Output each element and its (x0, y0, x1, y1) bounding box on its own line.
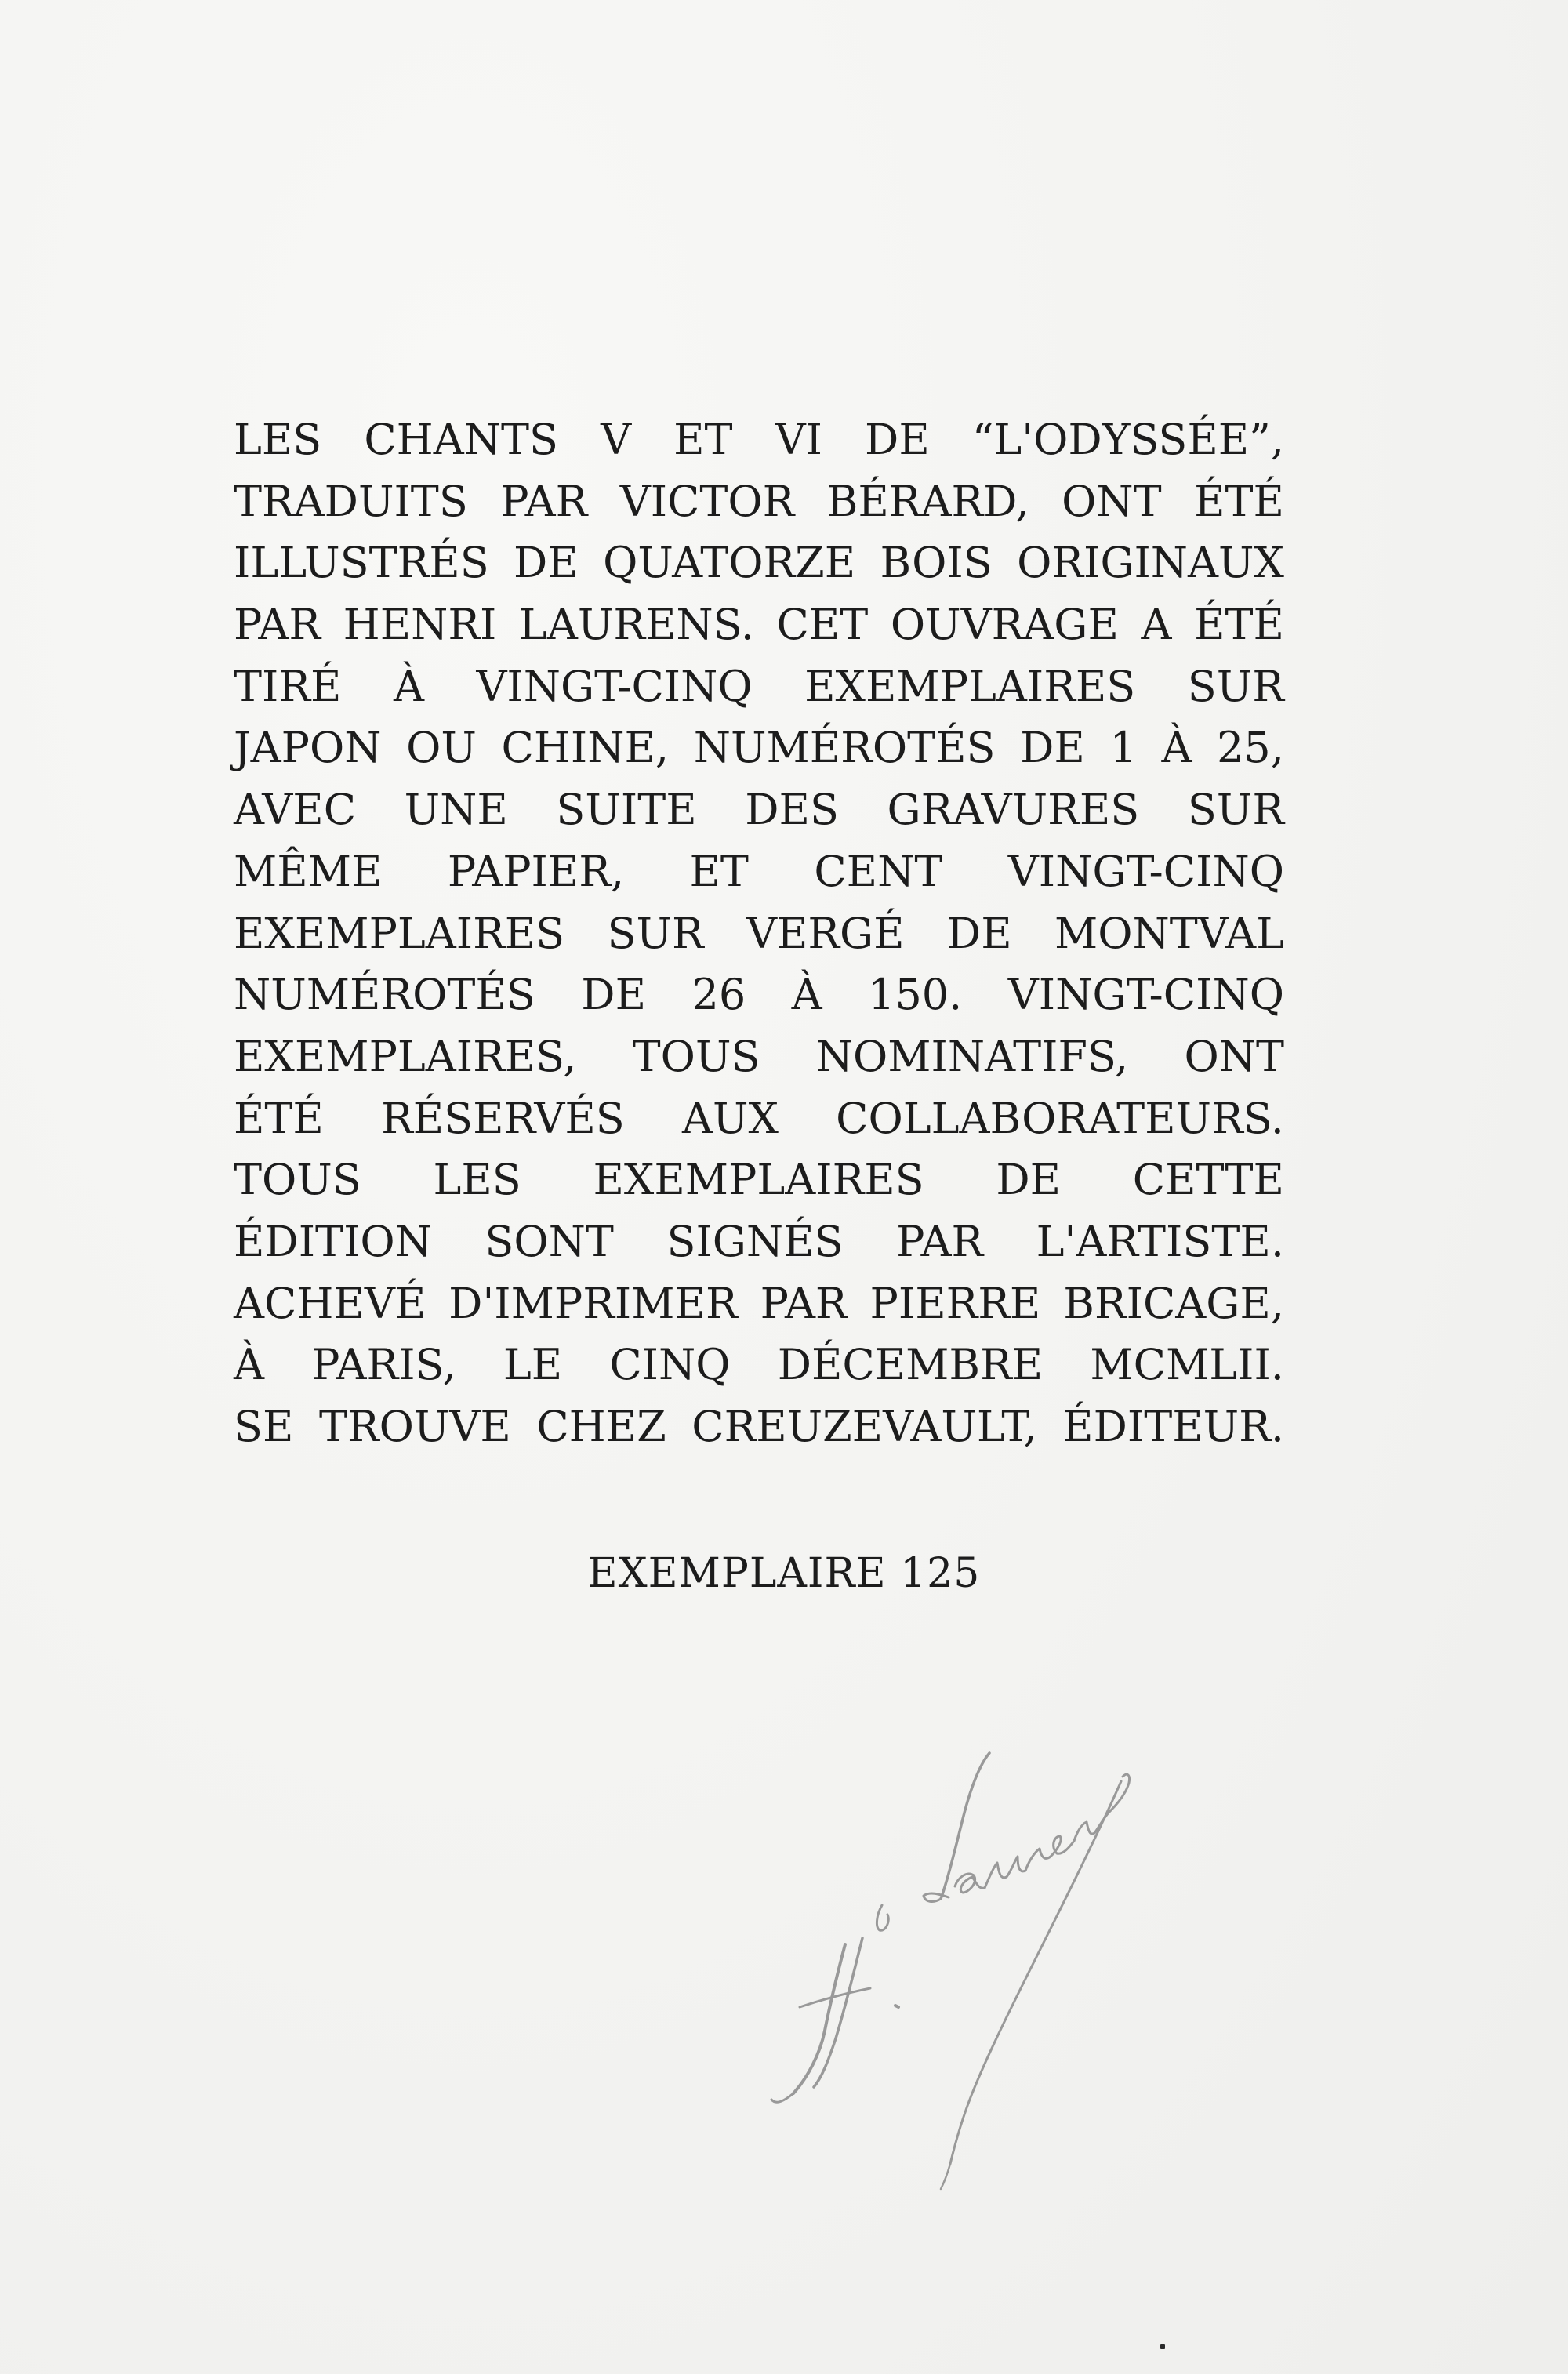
colophon-word: A (1141, 600, 1172, 650)
colophon-word: 1 (1109, 723, 1137, 773)
colophon-line (234, 841, 1284, 903)
colophon-word: PAR (500, 476, 588, 526)
colophon-line (234, 1396, 1284, 1458)
colophon-word: EXEMPLAIRES (234, 908, 565, 958)
colophon-word: CHANTS (364, 415, 559, 464)
colophon-word: 26 (691, 970, 746, 1020)
colophon-word: MCMLII. (1090, 1340, 1284, 1390)
colophon-word: NUMÉROTÉS (234, 970, 535, 1020)
colophon-word: LES (234, 415, 322, 464)
colophon-word: TRADUITS (234, 476, 468, 526)
colophon-word: VINGT-CINQ (1007, 970, 1284, 1020)
corner-mark (1160, 2344, 1165, 2349)
colophon-word: TOUS (234, 1155, 361, 1205)
colophon-word: ÉTÉ (1194, 600, 1284, 650)
colophon-word: CET (776, 600, 869, 650)
colophon-word: OU (406, 723, 477, 773)
colophon-word: ÉTÉ (1194, 476, 1284, 526)
colophon-word: CHINE, (501, 723, 670, 773)
copy-number: EXEMPLAIRE 125 (587, 1550, 981, 1597)
colophon-word: TOUS (632, 1031, 760, 1081)
colophon-word: “L'ODYSSÉE”, (971, 415, 1284, 464)
colophon-word: CENT (814, 846, 943, 896)
colophon-word: SE (234, 1402, 294, 1451)
colophon-word: EXEMPLAIRES, (234, 1031, 577, 1081)
colophon-line (234, 1149, 1284, 1211)
colophon-line (234, 1026, 1284, 1088)
colophon-word: VERGÉ (746, 908, 905, 958)
colophon-word: D'IMPRIMER (448, 1278, 738, 1328)
colophon-line (234, 409, 1284, 471)
colophon-line (234, 1273, 1284, 1335)
colophon-word: MONTVAL (1054, 908, 1284, 958)
colophon-word: EXEMPLAIRES (804, 661, 1136, 711)
colophon-word: ÉDITEUR. (1062, 1402, 1284, 1451)
colophon-word: ILLUSTRÉS (234, 538, 489, 588)
colophon-word: DE (581, 970, 647, 1020)
colophon-word: À (393, 661, 424, 711)
colophon-word: QUATORZE (603, 538, 856, 588)
colophon-word: VINGT-CINQ (1007, 846, 1284, 896)
colophon-word: PAR (234, 600, 321, 650)
colophon-word: SUR (1187, 785, 1284, 835)
colophon-word: DE (946, 908, 1012, 958)
colophon-line (234, 717, 1284, 779)
colophon-word: SUR (607, 908, 704, 958)
colophon-word: 150. (868, 970, 963, 1020)
colophon-word: ET (689, 846, 749, 896)
colophon-word: ÉDITION (234, 1216, 432, 1266)
colophon-word: VICTOR (619, 476, 795, 526)
colophon-text (234, 409, 1284, 1458)
colophon-word: SONT (485, 1216, 614, 1266)
colophon-word: AUX (681, 1093, 779, 1143)
colophon-line (234, 656, 1284, 718)
colophon-word: L'ARTISTE. (1036, 1216, 1284, 1266)
colophon-word: COLLABORATEURS. (836, 1093, 1284, 1143)
colophon-word: ONT (1184, 1031, 1284, 1081)
colophon-word: LAURENS. (518, 600, 754, 650)
colophon-word: MÊME (234, 846, 383, 896)
colophon-word: PAPIER, (447, 846, 625, 896)
colophon-line (234, 779, 1284, 841)
colophon-word: EXEMPLAIRES (593, 1155, 924, 1205)
colophon-word: À (234, 1340, 264, 1390)
colophon-word: PAR (896, 1216, 984, 1266)
colophon-line (234, 1211, 1284, 1273)
colophon-word: LES (433, 1155, 521, 1205)
colophon-word: LE (503, 1340, 563, 1390)
colophon-word: CREUZEVAULT, (691, 1402, 1037, 1451)
colophon-word: JAPON (234, 723, 382, 773)
colophon-word: CINQ (609, 1340, 731, 1390)
colophon-word: SUR (1187, 661, 1284, 711)
colophon-word: À (1161, 723, 1192, 773)
colophon-word: RÉSERVÉS (381, 1093, 625, 1143)
colophon-word: DE (514, 538, 579, 588)
colophon-word: SUITE (556, 785, 697, 835)
colophon-word: BRICAGE, (1063, 1278, 1284, 1328)
colophon-line (234, 1088, 1284, 1150)
colophon-word: CHEZ (536, 1402, 666, 1451)
colophon-line (234, 532, 1284, 594)
colophon-word: OUVRAGE (890, 600, 1119, 650)
colophon-word: ACHEVÉ (234, 1278, 426, 1328)
colophon-word: 25, (1217, 723, 1284, 773)
colophon-word: ÉTÉ (234, 1093, 324, 1143)
colophon-word: UNE (404, 785, 508, 835)
colophon-word: DÉCEMBRE (777, 1340, 1044, 1390)
colophon-word: GRAVURES (887, 785, 1140, 835)
colophon-word: VI (775, 415, 822, 464)
colophon-word: ONT (1062, 476, 1162, 526)
colophon-word: DE (996, 1155, 1062, 1205)
colophon-word: DES (745, 785, 839, 835)
colophon-word: PIERRE (869, 1278, 1041, 1328)
colophon-word: DE (1020, 723, 1085, 773)
colophon-word: PARIS, (311, 1340, 456, 1390)
colophon-line (234, 1334, 1284, 1396)
colophon-word: ORIGINAUX (1017, 538, 1284, 588)
colophon-word: TIRÉ (234, 661, 342, 711)
colophon-word: CETTE (1132, 1155, 1284, 1205)
colophon-word: V (601, 415, 632, 464)
colophon-word: À (791, 970, 822, 1020)
colophon-word: VINGT-CINQ (476, 661, 753, 711)
colophon-line (234, 903, 1284, 965)
colophon-word: NUMÉROTÉS (693, 723, 996, 773)
colophon-word: PAR (760, 1278, 848, 1328)
colophon-word: BOIS (880, 538, 993, 588)
colophon-line (234, 594, 1284, 656)
colophon-line (234, 964, 1284, 1026)
colophon-line (234, 471, 1284, 533)
colophon-word: BÉRARD, (826, 476, 1029, 526)
colophon-word: AVEC (234, 785, 357, 835)
colophon-word: DE (865, 415, 930, 464)
colophon-word: SIGNÉS (666, 1216, 844, 1266)
colophon-word: NOMINATIFS, (815, 1031, 1129, 1081)
colophon-word: ET (673, 415, 733, 464)
colophon-word: TROUVE (318, 1402, 511, 1451)
colophon-word: HENRI (343, 600, 497, 650)
artist-signature (753, 1709, 1254, 2211)
